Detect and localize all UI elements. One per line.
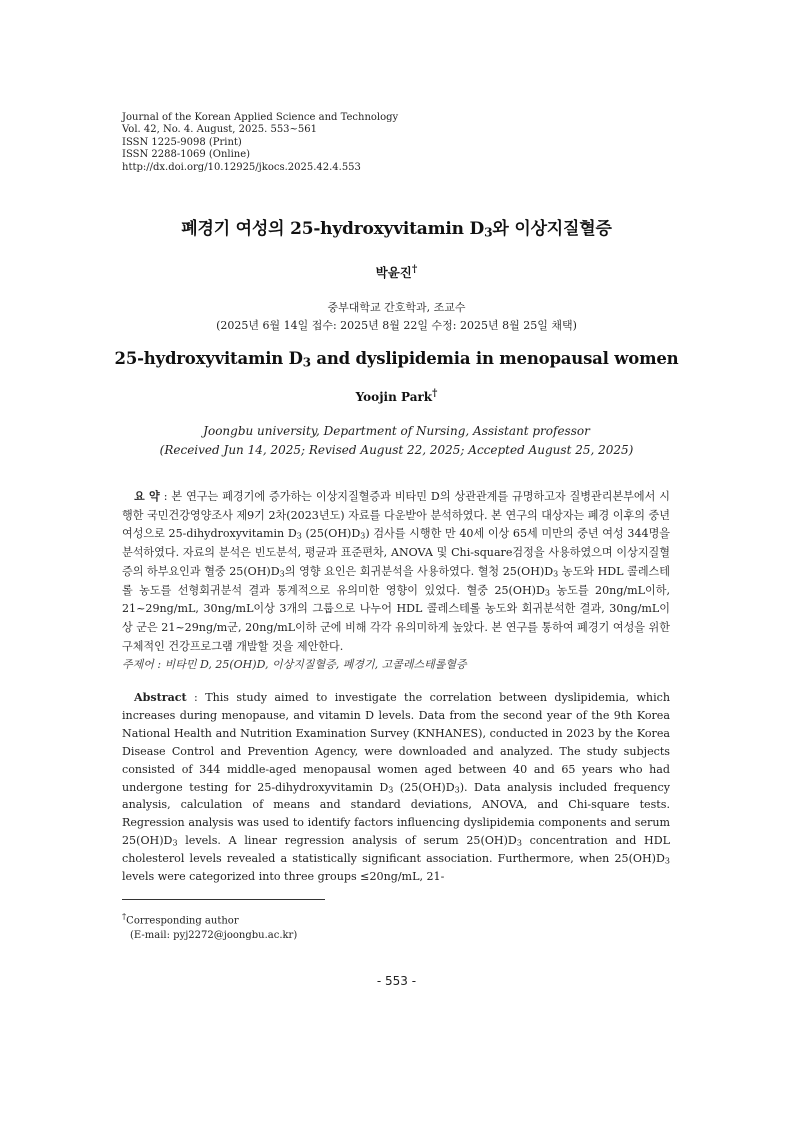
english-dates: (Received Jun 14, 2025; Revised August 22, 2025; Accepted August 25, 2025) xyxy=(159,442,634,457)
keywords: 주제어 : 비타민 D, 25(OH)D, 이상지질혈증, 폐경기, 고콜레스테롤혈증 xyxy=(122,658,467,671)
doi-link[interactable]: http://dx.doi.org/10.12925/jkocs.2025.42.4.553 xyxy=(122,161,361,173)
english-abstract-label: Abstract xyxy=(134,691,187,704)
english-author: Yoojin Park† xyxy=(355,388,438,404)
korean-abstract-label: 요 약 xyxy=(134,490,160,503)
korean-author: 박윤진† xyxy=(375,263,418,281)
issn-print: ISSN 1225-9098 (Print) xyxy=(122,136,242,148)
dagger-mark: † xyxy=(122,911,127,921)
dagger-mark: † xyxy=(432,388,438,399)
english-abstract: Abstract : This study aimed to investigate the correlation between dyslipidemia, which increases during menopause, and vitamin D levels. Data from the second year of the 9th Korea National Health and Nutrition Examination Survey (KNHANES), conducted in 2023 by the Korea Disease Control and Prevention Agency, were downloaded and analyzed. The study subjects consisted of 344 middle-aged menopausal women aged between 40 and 65 years who had undergone testing for 25-dihydroxyvitamin $D_3$ $(25(OH)D_3)$. Data analysis included frequency analysis, calculation of means and standard deviations, ANOVA, and Chi-square tests. Regression analysis was used to identify factors influencing dyslipidemia components and serum $25(OH)D_3$ levels. A linear regression analysis of serum $25(OH)D_3$ concentration and HDL cholesterol levels revealed a statistically significant association. Furthermore, when $25(OH)D_3$ levels were categorized into three groups ≤20ng/mL, 21- xyxy=(122,691,670,884)
korean-dates: (2025년 6월 14일 접수: 2025년 8월 22일 수정: 2025년 8월 25일 채택) xyxy=(216,319,577,332)
korean-abstract: 요 약 : 본 연구는 폐경기에 증가하는 이상지질혈증과 비타민 D의 상관관계를 규명하고자 질병관리본부에서 시행한 국민건강영양조사 제9기 2차(2023년도) 자료를 다운받아 분석하였다. 본 연구의 대상자는 폐경 이후의 중년 여성으로 25-dihydroxyvitamin $D_3$ $(25(OH)D_3)$ 검사를 시행한 만 40세 이상 65세 미만의 중년 여성 344명을 분석하였다. 자료의 분석은 빈도분석, 평균과 표준편차, ANOVA 및 Chi-square검정을 사용하였으며 이상지질혈증의 하부요인과 혈중 $25(OH)D_3$의 영향 요인은 회귀분석을 사용하였다. 혈청 $25(OH)D_3$ 농도와 HDL 콜레스테롤 농도를 선형회귀분석 결과 통계적으로 유의미한 영향이 있었다. 혈중 $25(OH)D_3$ 농도를 20ng/mL이하, 21~29ng/mL, 30ng/mL이상 3개의 그룹으로 나누어 HDL 콜레스테롤 농도와 회귀분석한 결과, 30ng/mL이상 군은 21~29ng/m군, 20ng/mL이하 군에 비해 각각 유의미하게 높았다. 본 연구를 통하여 폐경기 여성을 위한 구체적인 건강프로그램 개발할 것을 제안한다. xyxy=(122,490,671,653)
english-affiliation-block xyxy=(0,422,793,459)
journal-header xyxy=(122,112,398,174)
footnote-email: (E-mail: pyj2272@joongbu.ac.kr) xyxy=(130,930,298,942)
journal-volume: Vol. 42, No. 4. August, 2025. 553~561 xyxy=(122,124,318,136)
english-title: 25-hydroxyvitamin $D_3$ and dyslipidemia in menopausal women xyxy=(114,349,679,370)
journal-name: Journal of the Korean Applied Science and Technology xyxy=(122,112,399,123)
dagger-mark: † xyxy=(411,263,418,275)
english-affiliation: Joongbu university, Department of Nursing, Assistant professor xyxy=(203,424,590,438)
issn-online: ISSN 2288-1069 (Online) xyxy=(122,149,251,161)
korean-affiliation-block xyxy=(0,299,793,335)
page-number: - 553 - xyxy=(376,974,417,988)
footnote-corresponding: Corresponding author xyxy=(126,915,239,927)
korean-title: 폐경기 여성의 25-hydroxyvitamin $D_3$와 이상지질혈증 xyxy=(181,219,612,240)
footnote-divider xyxy=(122,899,325,900)
footnote xyxy=(122,909,297,943)
korean-affiliation: 중부대학교 간호학과, 조교수 xyxy=(327,301,466,314)
